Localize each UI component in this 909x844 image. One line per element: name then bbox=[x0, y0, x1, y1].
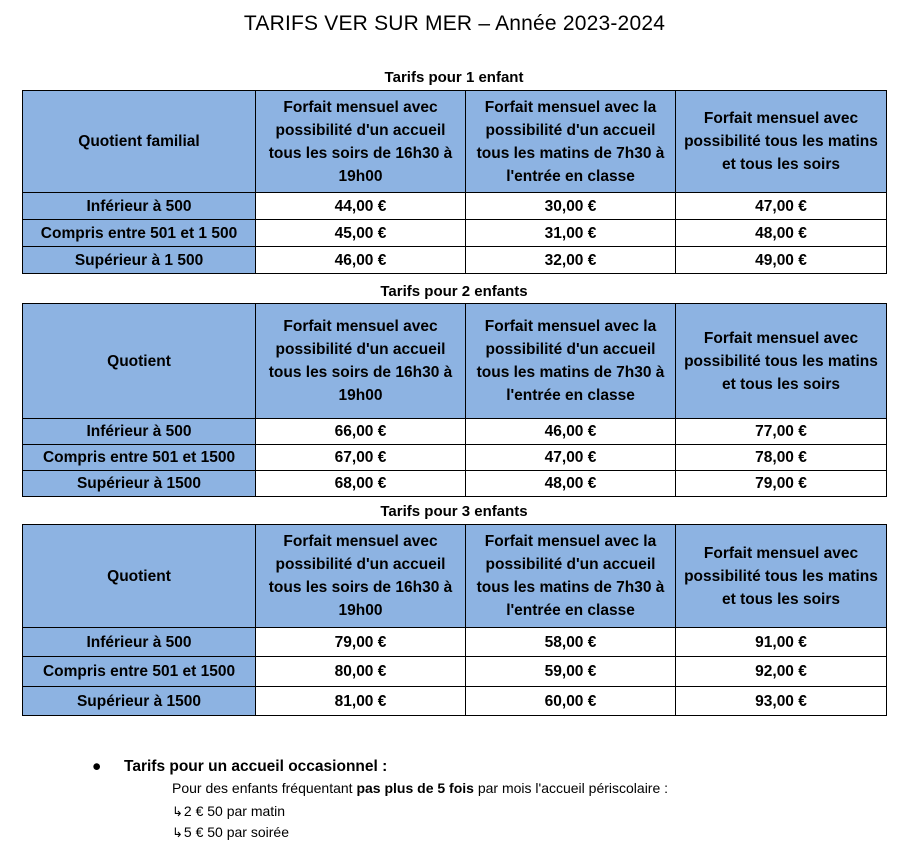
row-label: Compris entre 501 et 1 500 bbox=[23, 220, 256, 247]
price-cell: 58,00 € bbox=[466, 628, 676, 657]
header-morning-plan: Forfait mensuel avec la possibilité d'un accueil tous les matins de 7h30 à l'entrée en classe bbox=[466, 525, 676, 628]
occasional-item bbox=[172, 824, 289, 841]
price-cell: 48,00 € bbox=[466, 471, 676, 497]
price-cell: 78,00 € bbox=[676, 445, 887, 471]
header-morning-plan: Forfait mensuel avec la possibilité d'un accueil tous les matins de 7h30 à l'entrée en classe bbox=[466, 304, 676, 419]
header-morning-evening-plan: Forfait mensuel avec possibilité tous les matins et tous les soirs bbox=[676, 91, 887, 193]
price-cell: 31,00 € bbox=[466, 220, 676, 247]
occasional-item-text: 5 € 50 par soirée bbox=[183, 824, 289, 840]
header-evening-plan: Forfait mensuel avec possibilité d'un accueil tous les soirs de 16h30 à 19h00 bbox=[256, 525, 466, 628]
price-cell: 91,00 € bbox=[676, 628, 887, 657]
price-cell: 30,00 € bbox=[466, 193, 676, 220]
price-cell: 47,00 € bbox=[676, 193, 887, 220]
tarif-table-1-child bbox=[22, 90, 887, 274]
price-cell: 49,00 € bbox=[676, 247, 887, 274]
occasional-item bbox=[172, 803, 285, 820]
bullet-icon: ● bbox=[92, 758, 102, 775]
header-morning-plan: Forfait mensuel avec la possibilité d'un accueil tous les matins de 7h30 à l'entrée en classe bbox=[466, 91, 676, 193]
price-cell: 79,00 € bbox=[256, 628, 466, 657]
header-morning-evening-plan: Forfait mensuel avec possibilité tous les matins et tous les soirs bbox=[676, 304, 887, 419]
intro-text-after: par mois l'accueil périscolaire : bbox=[477, 780, 669, 796]
row-label: Supérieur à 1500 bbox=[23, 687, 256, 716]
header-morning-evening-plan: Forfait mensuel avec possibilité tous les matins et tous les soirs bbox=[676, 525, 887, 628]
header-quotient: Quotient bbox=[23, 304, 256, 419]
row-label: Inférieur à 500 bbox=[23, 193, 256, 220]
price-cell: 68,00 € bbox=[256, 471, 466, 497]
table-caption-3-children: Tarifs pour 3 enfants bbox=[380, 503, 528, 520]
header-quotient: Quotient familial bbox=[23, 91, 256, 193]
occasional-item-text: 2 € 50 par matin bbox=[183, 803, 286, 819]
row-label: Compris entre 501 et 1500 bbox=[23, 657, 256, 687]
intro-text-before: Pour des enfants fréquentant bbox=[172, 780, 353, 796]
turn-arrow-icon: ↳ bbox=[172, 825, 183, 840]
price-cell: 92,00 € bbox=[676, 657, 887, 687]
price-cell: 45,00 € bbox=[256, 220, 466, 247]
price-cell: 59,00 € bbox=[466, 657, 676, 687]
price-cell: 93,00 € bbox=[676, 687, 887, 716]
price-cell: 44,00 € bbox=[256, 193, 466, 220]
row-label: Supérieur à 1500 bbox=[23, 471, 256, 497]
turn-arrow-icon: ↳ bbox=[172, 804, 183, 819]
row-label: Supérieur à 1 500 bbox=[23, 247, 256, 274]
row-label: Inférieur à 500 bbox=[23, 419, 256, 445]
row-label: Compris entre 501 et 1500 bbox=[23, 445, 256, 471]
price-cell: 79,00 € bbox=[676, 471, 887, 497]
price-cell: 60,00 € bbox=[466, 687, 676, 716]
price-cell: 32,00 € bbox=[466, 247, 676, 274]
header-evening-plan: Forfait mensuel avec possibilité d'un accueil tous les soirs de 16h30 à 19h00 bbox=[256, 304, 466, 419]
price-cell: 81,00 € bbox=[256, 687, 466, 716]
occasional-intro bbox=[172, 780, 668, 796]
occasional-heading: Tarifs pour un accueil occasionnel : bbox=[124, 758, 388, 775]
tarif-table-3-children bbox=[22, 524, 887, 716]
intro-text-bold: pas plus de 5 fois bbox=[356, 780, 474, 796]
table-caption-1-child: Tarifs pour 1 enfant bbox=[384, 69, 524, 86]
price-cell: 67,00 € bbox=[256, 445, 466, 471]
price-cell: 46,00 € bbox=[256, 247, 466, 274]
row-label: Inférieur à 500 bbox=[23, 628, 256, 657]
price-cell: 66,00 € bbox=[256, 419, 466, 445]
tarif-table-2-children bbox=[22, 303, 887, 497]
price-cell: 47,00 € bbox=[466, 445, 676, 471]
price-cell: 48,00 € bbox=[676, 220, 887, 247]
occasional-heading-row bbox=[92, 758, 387, 776]
price-cell: 77,00 € bbox=[676, 419, 887, 445]
page-title: TARIFS VER SUR MER – Année 2023-2024 bbox=[243, 12, 666, 35]
table-caption-2-children: Tarifs pour 2 enfants bbox=[380, 283, 528, 300]
price-cell: 80,00 € bbox=[256, 657, 466, 687]
header-evening-plan: Forfait mensuel avec possibilité d'un accueil tous les soirs de 16h30 à 19h00 bbox=[256, 91, 466, 193]
header-quotient: Quotient bbox=[23, 525, 256, 628]
price-cell: 46,00 € bbox=[466, 419, 676, 445]
